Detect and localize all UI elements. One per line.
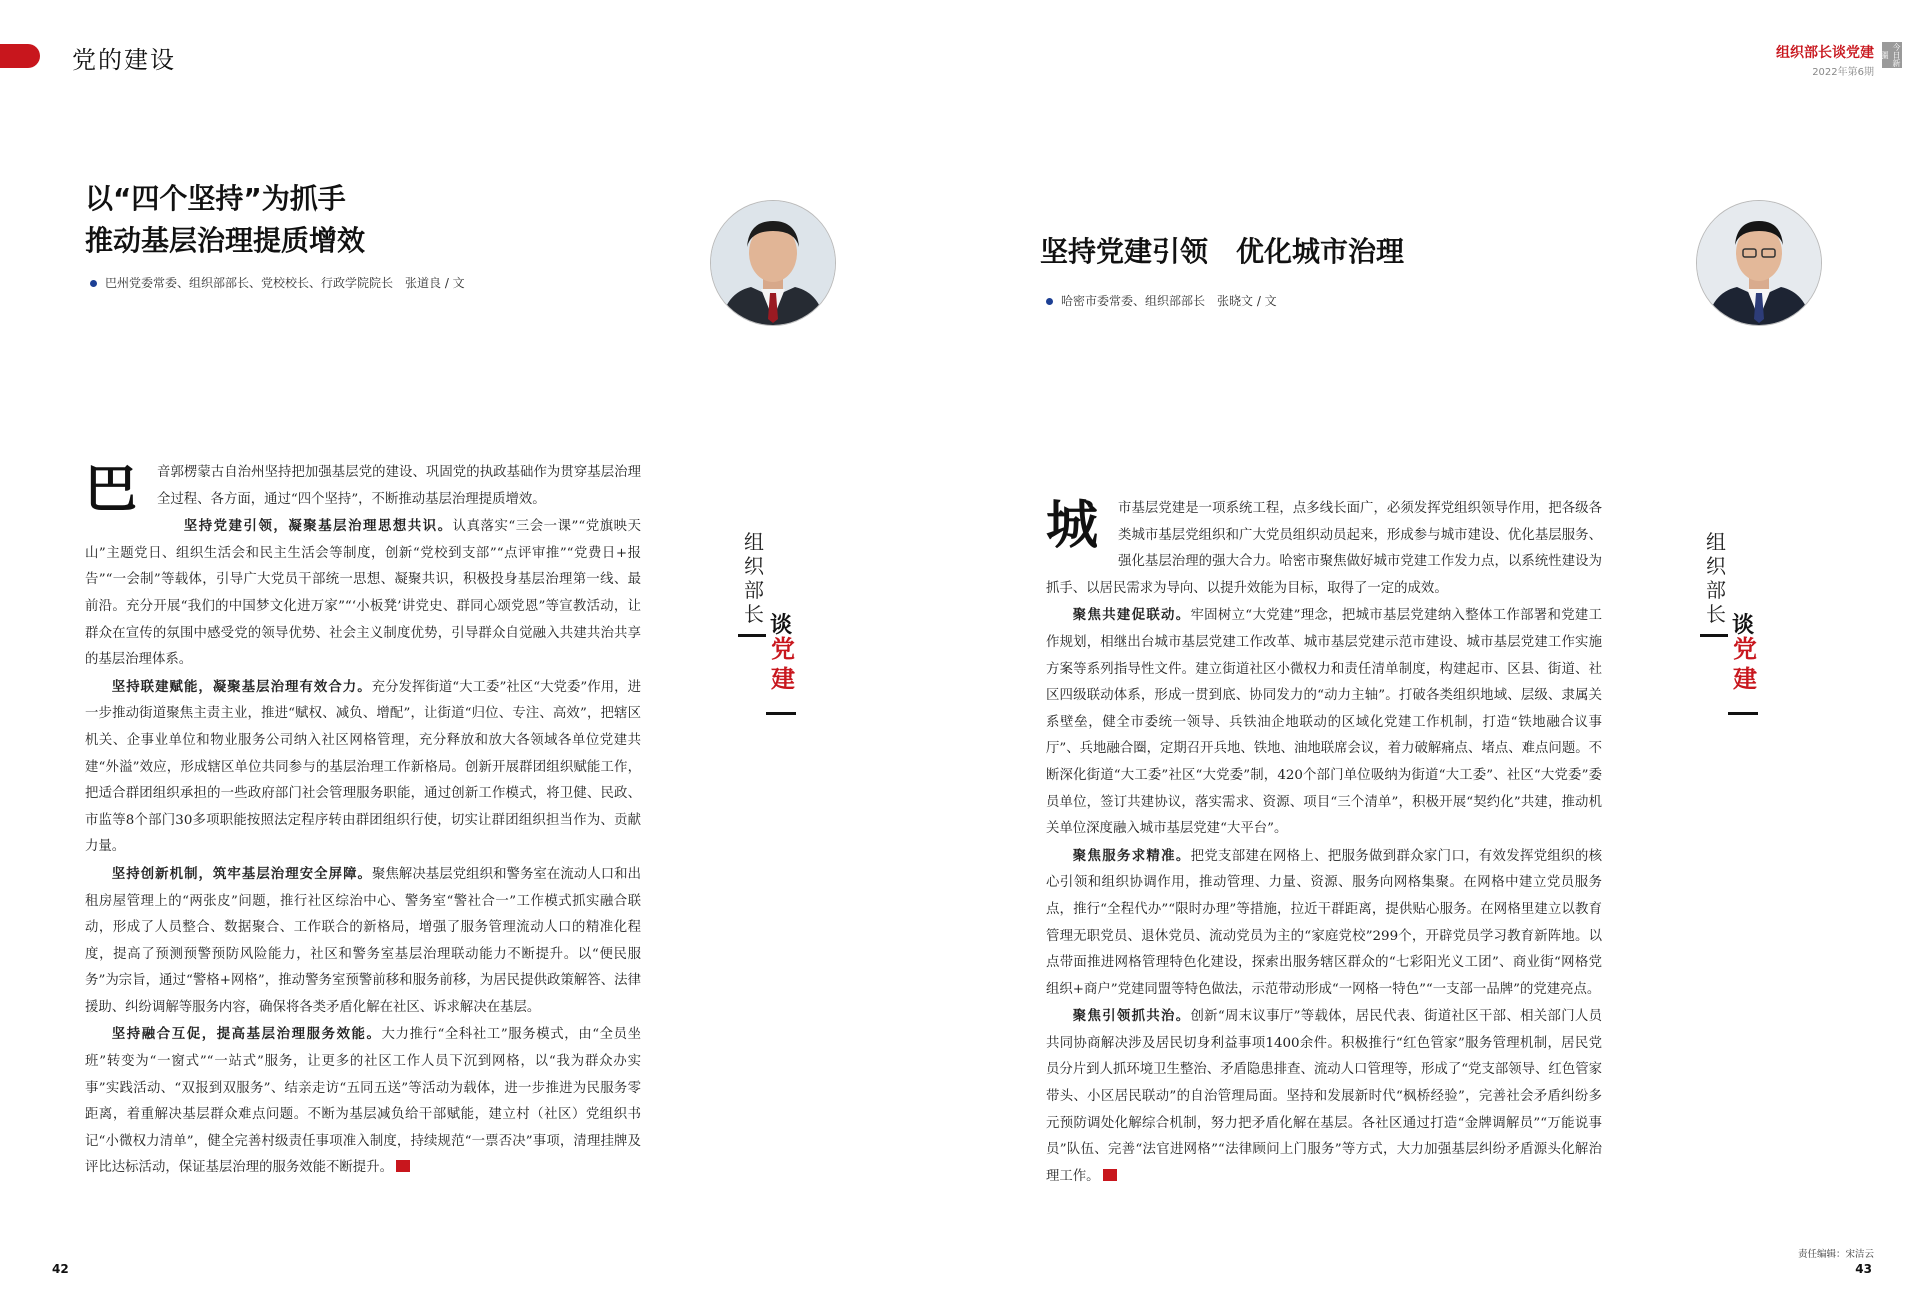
left-author-portrait: [710, 200, 836, 326]
end-mark-icon: [396, 1160, 410, 1172]
paragraph-lead: 坚持融合互促，提高基层治理服务效能。: [111, 1026, 382, 1043]
left-title-line1: 以“四个坚持”为抓手: [85, 182, 346, 215]
column-name: 组织部长谈党建: [1776, 45, 1874, 61]
right-author-portrait: [1696, 200, 1822, 326]
left-article-body: [85, 460, 641, 1182]
paragraph-text: 牢固树立“大党建”理念，把城市基层党建纳入整体工作部署和党建工作规划，相继出台城市基层党建工作改革、城市基层党建示范市建设、城市基层党建工作实施方案等系列指导性文件。建立街道社区小微权力和责任清单制度，构建起市、区县、街道、社区四级联动体系，形成一贯到底、协同发力的“动力主轴”。打破各类组织地域、层级、隶属关系壁垒，健全市委统一领导、兵铁油企地联动的区域化党建工作机制，打造“铁地融合议事厅”、兵地融合圈，定期召开兵地、铁地、油地联席会议，着力破解痛点、堵点、难点问题。不断深化街道“大工委”社区“大党委”制，420个部门单位吸纳为街道“大工委”、社区“大党委”委员单位，签订共建协议，落实需求、资源、项目“三个清单”，积极开展“契约化”共建，推动机关单位深度融入城市基层党建“大平台”。: [1046, 608, 1602, 837]
paragraph-lead: 聚焦引领抓共治。: [1072, 1008, 1191, 1025]
end-mark-icon: [1103, 1169, 1117, 1181]
portrait-man-icon: [1697, 201, 1821, 325]
page-number-left: 42: [52, 1262, 69, 1276]
column-mark-rule: [1700, 634, 1728, 637]
left-byline: [90, 274, 465, 291]
right-paragraph-1: [1046, 602, 1602, 842]
column-mark-rule: [766, 712, 796, 715]
paragraph-text: 聚焦解决基层党组织和警务室在流动人口和出租房屋管理上的“两张皮”问题，推行社区综治中心、警务室“警社合一”工作模式抓实融合联动，形成了人员整合、数据聚合、工作联合的新格局，增强了服务管理流动人口的精准化程度，提高了预测预警预防风险能力，社区和警务室基层治理联动能力不断提升。以“便民服务”为宗旨，通过“警格+网格”，推动警务室预警前移和服务前移，为居民提供政策解答、法律援助、纠纷调解等服务内容，确保将各类矛盾化解在社区、诉求解决在基层。: [85, 866, 642, 1015]
paragraph-text: 认真落实“三会一课”“党旗映天山”主题党日、组织生活会和民主生活会等制度，创新“党校到支部”“点评审推”“党费日+报告”“一会制”等载体，引导广大党员干部统一思想、凝聚共识，积极投身基层治理第一线、最前沿。充分开展“我们的中国梦文化进万家”“‘小板凳’讲党史、群同心颂党恩”等宣教活动，让群众在宣传的氛围中感受党的领导优势、社会主义制度优势，引导群众自觉融入共建共治共享的基层治理体系。: [85, 519, 641, 668]
magazine-badge: 今日新疆: [1880, 43, 1901, 67]
column-mark-vertical: 组织部长: [744, 530, 764, 626]
column-mark-vertical: 组织部长: [1706, 530, 1726, 626]
left-paragraph-2: [85, 674, 641, 861]
paragraph-text: 充分发挥街道“大工委”社区“大党委”作用，进一步推动街道聚焦主责主业，推进“赋权、减负、增配”，让街道“归位、专注、高效”，把辖区机关、企事业单位和物业服务公司纳入社区网格管理，充分释放和放大各领域各单位党建共建“外溢”效应，形成辖区单位共同参与的基层治理工作新格局。创新开展群团组织赋能工作，把适合群团组织承担的一些政府部门社会管理服务职能，通过创新工作模式，将卫健、民政、市监等8个部门30多项职能按照法定程序转由群团组织行使，切实让群团组织担当作为、贡献力量。: [85, 679, 641, 855]
right-article-title: 坚持党建引领 优化城市治理: [1040, 235, 1405, 268]
paragraph-lead: 坚持创新机制，筑牢基层治理安全屏障。: [111, 865, 372, 882]
paragraph-lead: 聚焦服务求精准。: [1072, 847, 1191, 864]
left-intro-paragraph: [85, 460, 641, 520]
paragraph-lead: 坚持党建引领，凝聚基层治理思想共识。: [183, 518, 453, 535]
column-mark-red: 党建: [1733, 635, 1757, 693]
column-mark-red: 党建: [771, 635, 795, 693]
bullet-dot-icon: [90, 280, 97, 287]
page-number-right: 43: [1855, 1262, 1872, 1276]
left-paragraph-4: [85, 1021, 641, 1182]
left-paragraph-3: [85, 861, 641, 1022]
paragraph-text: 把党支部建在网格上、把服务做到群众家门口，有效发挥党组织的核心引领和组织协调作用，推动管理、力量、资源、服务向网格集聚。在网格中建立党员服务点，推行“全程代办”“限时办理”等措施，拉近干群距离，提供贴心服务。在网格里建立以教育管理无职党员、退休党员、流动党员为主的“家庭党校”299个，开辟党员学习教育新阵地。以点带面推进网格管理特色化建设，探索出服务辖区群众的“七彩阳光义工团”、商业街“网格党组织+商户”党建同盟等特色做法，示范带动形成“一网格一特色”“一支部一品牌”的党建亮点。: [1046, 848, 1602, 997]
paragraph-text: 大力推行“全科社工”服务模式，由“全员坐班”转变为“一窗式”“一站式”服务，让更多的社区工作人员下沉到网格，以“我为群众办实事”实践活动、“双报到双服务”、结亲走访“五同五送”等活动为载体，进一步推进为民服务零距离，着重解决基层群众难点问题。不断为基层减负给干部赋能，建立村（社区）党组织书记“小微权力清单”，健全完善村级责任事项准入制度，持续规范“一票否决”事项，清理挂牌及评比达标活动，保证基层治理的服务效能不断提升。: [85, 1027, 641, 1176]
column-mark-rule: [1728, 712, 1758, 715]
left-paragraph-1: [85, 513, 641, 674]
right-column-mark: [1700, 530, 1770, 730]
paragraph-text: 创新“周末议事厅”等载体，居民代表、街道社区干部、相关部门人员共同协商解决涉及居民切身利益事项1400余件。积极推行“红色管家”服务管理机制，居民党员分片到人抓环境卫生整治、矛盾隐患排查、流动人口管理等，形成了“党支部领导、红色管家带头、小区居民联动”的自治管理局面。坚持和发展新时代“枫桥经验”，完善社会矛盾纠纷多元预防调处化解综合机制，努力把矛盾化解在基层。各社区通过打造“金牌调解员”“万能说事员”队伍、完善“法官进网格”“法律顾问上门服务”等方式，大力加强基层纠纷矛盾源头化解治理工作。: [1046, 1009, 1602, 1184]
editor-credit: 责任编辑：宋洁云: [1797, 1249, 1874, 1260]
right-intro-paragraph: [1046, 496, 1602, 602]
column-mark-rule: [738, 634, 766, 637]
paragraph-lead: 聚焦共建促联动。: [1072, 607, 1191, 624]
portrait-man-icon: [711, 201, 835, 325]
left-column-mark: [738, 530, 808, 730]
right-drop-cap: 城: [1046, 496, 1099, 556]
left-intro-text: 音郭楞蒙古自治州坚持把加强基层党的建设、巩固党的执政基础作为贯穿基层治理全过程、各方面，通过“四个坚持”，不断推动基层治理提质增效。: [157, 465, 641, 507]
right-article-body: [1046, 496, 1602, 1190]
right-intro-text: 市基层党建是一项系统工程，点多线长面广，必须发挥党组织领导作用，把各级各类城市基层党组织和广大党员组织动员起来，形成参与城市建设、优化基层服务、强化基层治理的强大合力。哈密市聚焦做好城市党建工作发力点，以系统性建设为抓手、以居民需求为导向、以提升效能为目标，取得了一定的成效。: [1046, 501, 1602, 596]
right-byline: [1046, 292, 1277, 309]
column-mark-tan: 谈: [1732, 613, 1755, 638]
paragraph-lead: 坚持联建赋能，凝聚基层治理有效合力。: [111, 678, 372, 695]
column-brand: [1776, 42, 1874, 78]
right-paragraph-2: [1046, 843, 1602, 1004]
left-byline-text: 巴州党委常委、组织部部长、党校校长、行政学院院长 张道良 / 文: [105, 276, 465, 290]
bullet-dot-icon: [1046, 298, 1053, 305]
left-article-title: [85, 178, 365, 262]
right-byline-text: 哈密市委常委、组织部部长 张晓文 / 文: [1061, 294, 1277, 308]
column-mark-tan: 谈: [770, 613, 793, 638]
left-title-line2: 推动基层治理提质增效: [85, 224, 366, 257]
issue-number: 2022年第6期: [1812, 67, 1874, 78]
section-red-tab: [0, 44, 40, 68]
left-drop-cap: 巴: [85, 460, 138, 520]
right-paragraph-3: [1046, 1003, 1602, 1190]
section-title: 党的建设: [72, 46, 176, 74]
